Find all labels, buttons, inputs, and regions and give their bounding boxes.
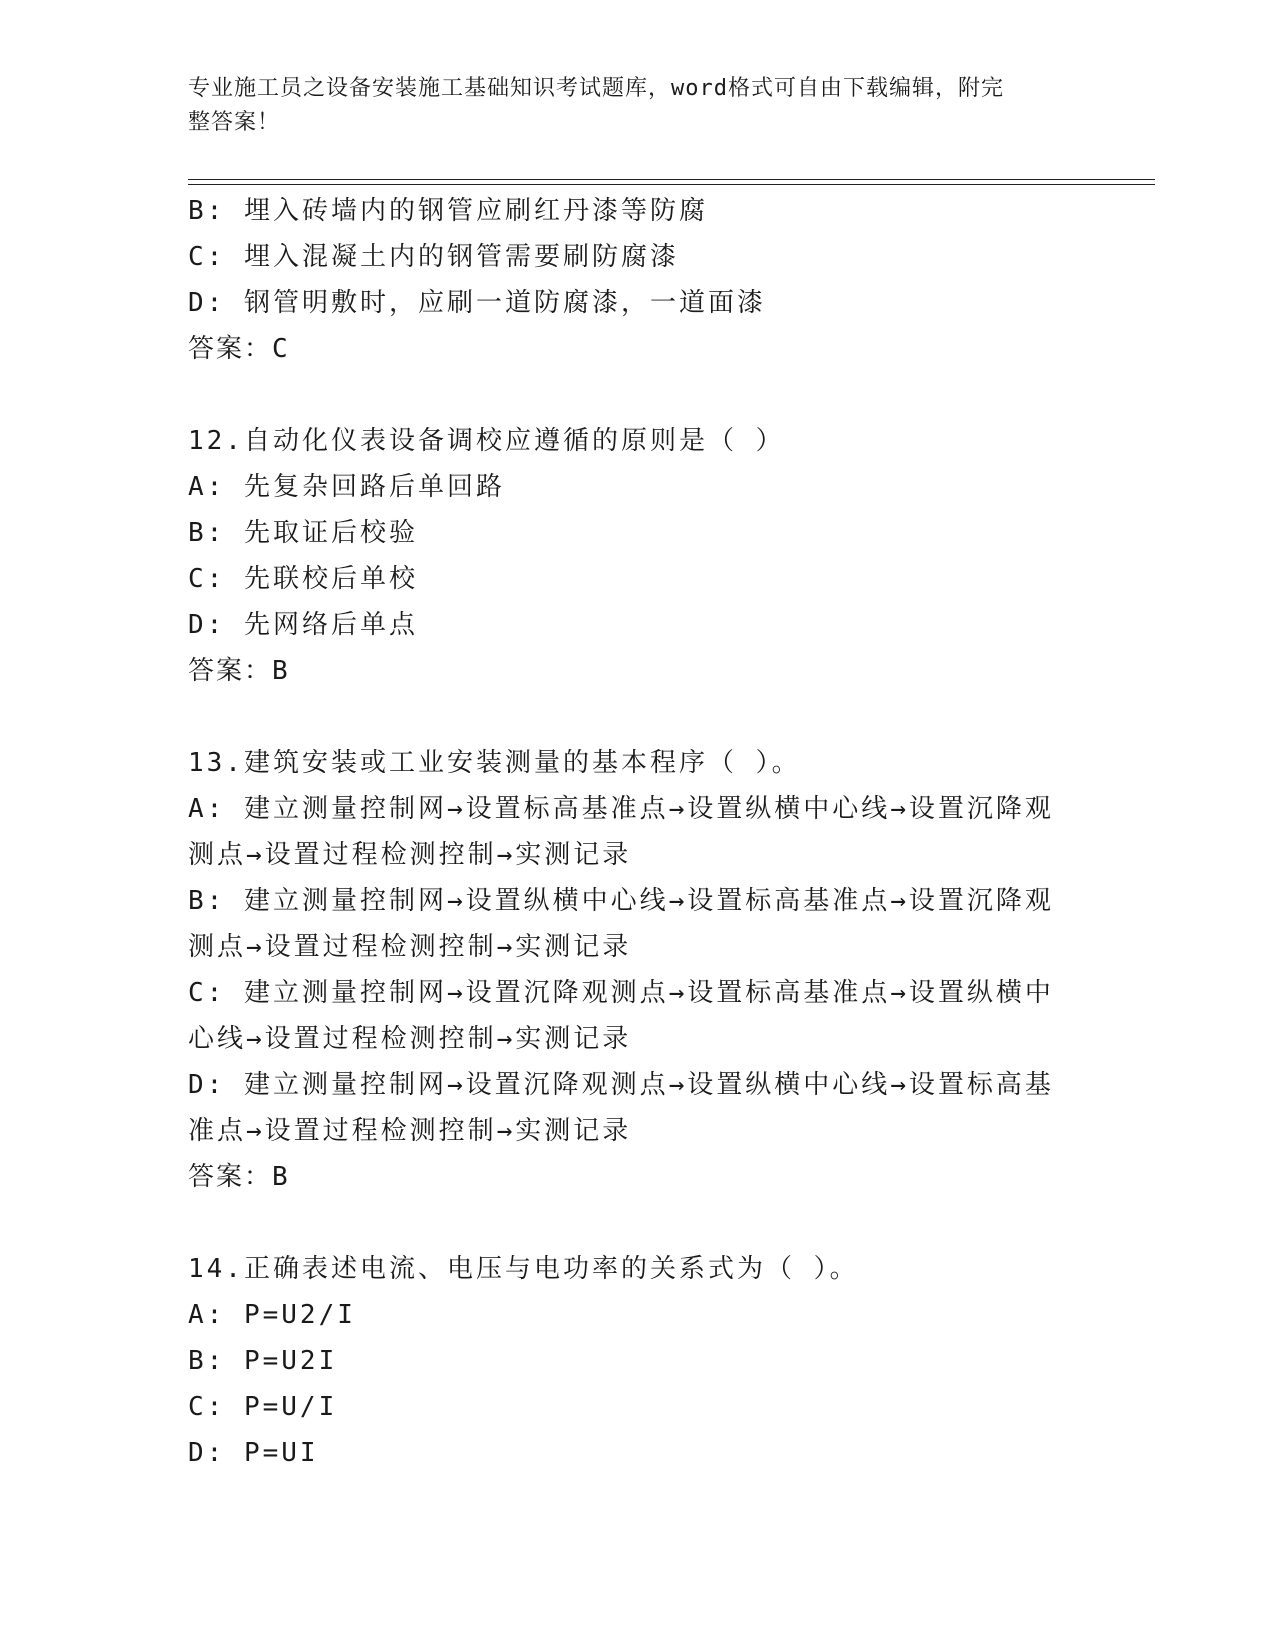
question-13: [188, 740, 1088, 1200]
header-line-1: 专业施工员之设备安装施工基础知识考试题库，word格式可自由下载编辑，附完: [188, 76, 1004, 101]
option-c-line-2: 心线→设置过程检测控制→实测记录: [188, 1024, 632, 1054]
option-d-line-1: D: 建立测量控制网→设置沉降观测点→设置纵横中心线→设置标高基: [188, 1070, 1054, 1100]
spacer: [188, 372, 1088, 418]
question-12: [188, 418, 1088, 694]
option-a: A: 先复杂回路后单回路: [188, 472, 505, 502]
option-d: D: 先网络后单点: [188, 610, 418, 640]
option-d-line-2: 准点→设置过程检测控制→实测记录: [188, 1116, 632, 1146]
document-header: [188, 72, 1068, 140]
option-b-line-1: B: 建立测量控制网→设置纵横中心线→设置标高基准点→设置沉降观: [188, 886, 1054, 916]
option-a: A: P=U2/I: [188, 1300, 356, 1330]
option-c: C: P=U/I: [188, 1392, 338, 1422]
question-11-tail: [188, 188, 1088, 372]
header-rule-bottom: [188, 184, 1155, 185]
option-a-line-1: A: 建立测量控制网→设置标高基准点→设置纵横中心线→设置沉降观: [188, 794, 1054, 824]
spacer: [188, 1200, 1088, 1246]
question-text: 12.自动化仪表设备调校应遵循的原则是（ ）: [188, 426, 785, 456]
option-c-line-1: C: 建立测量控制网→设置沉降观测点→设置标高基准点→设置纵横中: [188, 978, 1054, 1008]
spacer: [188, 694, 1088, 740]
option-b: B: P=U2I: [188, 1346, 338, 1376]
document-body: [188, 188, 1088, 1476]
question-14: [188, 1246, 1088, 1476]
answer: 答案：B: [188, 1162, 290, 1192]
option-c: C: 先联校后单校: [188, 564, 418, 594]
header-rule-top: [188, 179, 1155, 180]
option-b-line-2: 测点→设置过程检测控制→实测记录: [188, 932, 632, 962]
option-c: C: 埋入混凝土内的钢管需要刷防腐漆: [188, 242, 679, 272]
question-text: 14.正确表述电流、电压与电功率的关系式为（ ）。: [188, 1254, 859, 1284]
question-text: 13.建筑安装或工业安装测量的基本程序（ ）。: [188, 748, 801, 778]
answer: 答案：C: [188, 334, 290, 364]
option-d: D: 钢管明敷时，应刷一道防腐漆，一道面漆: [188, 288, 766, 318]
option-d: D: P=UI: [188, 1438, 319, 1468]
header-line-2: 整答案！: [188, 110, 281, 135]
option-b: B: 埋入砖墙内的钢管应刷红丹漆等防腐: [188, 196, 708, 226]
answer: 答案：B: [188, 656, 290, 686]
option-a-line-2: 测点→设置过程检测控制→实测记录: [188, 840, 632, 870]
option-b: B: 先取证后校验: [188, 518, 418, 548]
